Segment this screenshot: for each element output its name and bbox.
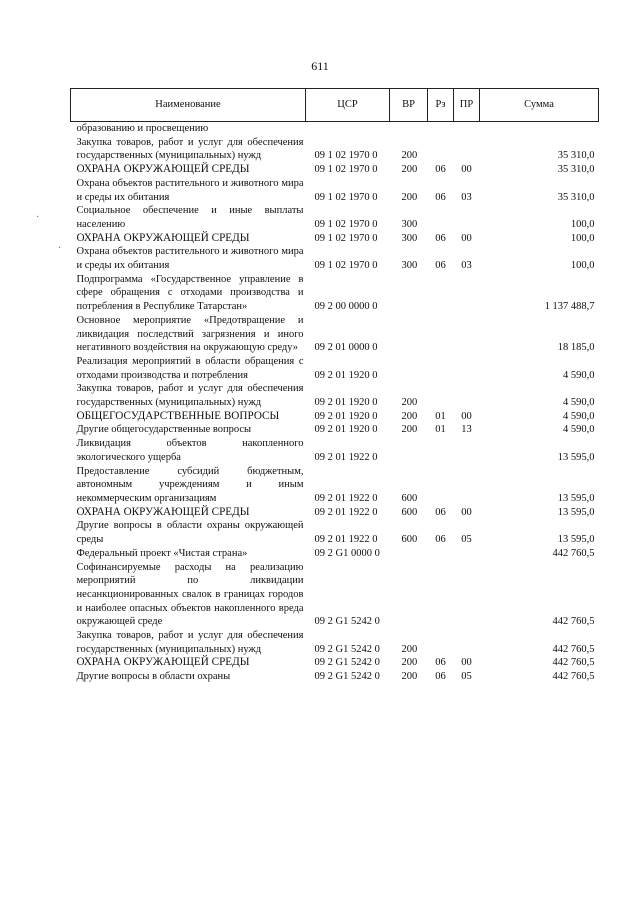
table-row bbox=[71, 382, 599, 409]
cell-rz: 06 bbox=[435, 534, 446, 546]
cell-pr bbox=[454, 465, 480, 506]
table-row bbox=[71, 670, 599, 684]
cell-vr bbox=[390, 437, 428, 464]
cell-pr bbox=[454, 561, 480, 630]
table-row bbox=[71, 465, 599, 506]
table-row bbox=[71, 437, 599, 464]
cell-rz bbox=[428, 547, 454, 561]
cell-name: Другие общегосударственные вопросы bbox=[76, 424, 252, 436]
cell-name: Закупка товаров, работ и услуг для обеспечения государственных (муниципальных) нужд bbox=[76, 630, 304, 655]
cell-pr bbox=[454, 314, 480, 355]
cell-name: Основное мероприятие «Предотвращение и ликвидация последствий загрязнения и иного негативного воздействия на окружающую среду» bbox=[76, 314, 304, 354]
header-pr: ПР bbox=[454, 89, 480, 122]
cell-sum: 442 760,5 bbox=[552, 657, 595, 669]
table-row bbox=[71, 314, 599, 355]
cell-vr bbox=[390, 355, 428, 382]
header-name: Наименование bbox=[71, 89, 306, 122]
cell-name: Охрана объектов растительного и животного мира и среды их обитания bbox=[76, 177, 304, 203]
cell-csr: 09 1 02 1970 0 bbox=[314, 218, 378, 230]
cell-vr bbox=[390, 561, 428, 630]
cell-sum: 442 760,5 bbox=[552, 643, 595, 655]
cell-sum bbox=[480, 122, 599, 136]
cell-pr: 00 bbox=[461, 410, 472, 422]
header-rz: Рз bbox=[428, 89, 454, 122]
cell-name: Софинансируемые расходы на реализацию мероприятий по ликвидации несанкционированных свалок в границах городов и наиболее опасных объектов накопленного вреда окружающей среде bbox=[76, 561, 304, 628]
cell-csr: 09 2 01 1922 0 bbox=[314, 506, 378, 518]
cell-csr: 09 2 G1 5242 0 bbox=[314, 671, 380, 683]
cell-csr: 09 1 02 1970 0 bbox=[314, 191, 378, 203]
cell-rz: 01 bbox=[435, 424, 446, 436]
cell-vr: 600 bbox=[401, 506, 418, 518]
cell-pr bbox=[454, 204, 480, 231]
cell-name: ОБЩЕГОСУДАРСТВЕННЫЕ ВОПРОСЫ bbox=[76, 409, 280, 422]
cell-name: ОХРАНА ОКРУЖАЮЩЕЙ СРЕДЫ bbox=[76, 505, 250, 518]
cell-rz: 06 bbox=[435, 657, 446, 669]
cell-sum: 1 137 488,7 bbox=[544, 301, 595, 313]
cell-vr: 200 bbox=[401, 671, 418, 683]
cell-csr: 09 2 G1 5242 0 bbox=[314, 643, 380, 655]
cell-sum: 4 590,0 bbox=[563, 424, 595, 436]
cell-csr: 09 1 02 1970 0 bbox=[314, 150, 378, 162]
cell-pr: 03 bbox=[461, 260, 472, 272]
cell-sum: 4 590,0 bbox=[563, 369, 595, 381]
cell-csr: 09 2 01 1920 0 bbox=[314, 424, 378, 436]
cell-rz bbox=[428, 437, 454, 464]
header-sum: Сумма bbox=[480, 89, 599, 122]
cell-name: Реализация мероприятий в области обращения с отходами производства и потребления bbox=[76, 355, 304, 381]
table-row bbox=[71, 232, 599, 246]
cell-sum: 13 595,0 bbox=[557, 492, 595, 504]
cell-name: ОХРАНА ОКРУЖАЮЩЕЙ СРЕДЫ bbox=[76, 231, 250, 244]
page-number: 611 bbox=[311, 59, 329, 73]
cell-sum: 442 760,5 bbox=[552, 547, 595, 559]
cell-name: Другие вопросы в области охраны окружающей среды bbox=[76, 520, 304, 546]
cell-vr: 200 bbox=[401, 164, 418, 176]
cell-rz bbox=[428, 314, 454, 355]
table-row bbox=[71, 423, 599, 437]
cell-pr: 00 bbox=[461, 232, 472, 244]
cell-vr bbox=[390, 547, 428, 561]
table-row bbox=[71, 136, 599, 163]
cell-vr: 200 bbox=[401, 397, 418, 409]
cell-rz bbox=[428, 273, 454, 314]
cell-pr: 00 bbox=[461, 506, 472, 518]
cell-vr bbox=[390, 122, 428, 136]
cell-rz bbox=[428, 122, 454, 136]
cell-vr: 600 bbox=[401, 492, 418, 504]
cell-csr: 09 2 01 1922 0 bbox=[314, 534, 378, 546]
cell-pr bbox=[454, 136, 480, 163]
cell-csr: 09 2 01 1920 0 bbox=[314, 410, 378, 422]
cell-vr: 600 bbox=[401, 534, 418, 546]
cell-pr bbox=[454, 437, 480, 464]
cell-sum: 100,0 bbox=[570, 232, 595, 244]
table-row bbox=[71, 547, 599, 561]
cell-sum: 13 595,0 bbox=[557, 451, 595, 463]
cell-pr bbox=[454, 122, 480, 136]
cell-rz: 06 bbox=[435, 232, 446, 244]
cell-vr bbox=[390, 314, 428, 355]
cell-pr: 05 bbox=[461, 671, 472, 683]
cell-rz: 06 bbox=[435, 191, 446, 203]
table-row bbox=[71, 163, 599, 177]
cell-rz bbox=[428, 561, 454, 630]
cell-csr: 09 2 G1 0000 0 bbox=[314, 547, 380, 559]
cell-vr: 200 bbox=[401, 424, 418, 436]
cell-rz bbox=[428, 355, 454, 382]
cell-vr: 200 bbox=[401, 150, 418, 162]
budget-table bbox=[70, 88, 599, 684]
cell-rz bbox=[428, 629, 454, 656]
cell-pr: 13 bbox=[461, 424, 472, 436]
cell-csr: 09 2 01 1920 0 bbox=[314, 397, 378, 409]
cell-sum: 35 310,0 bbox=[557, 191, 595, 203]
scan-speck: · bbox=[58, 243, 62, 254]
table-row bbox=[71, 273, 599, 314]
cell-sum: 18 185,0 bbox=[557, 342, 595, 354]
table-row bbox=[71, 122, 599, 136]
cell-name: Предоставление субсидий бюджетным, автономным учреждениям и иным некоммерческим организациям bbox=[76, 465, 304, 504]
cell-csr: 09 2 G1 5242 0 bbox=[314, 657, 380, 669]
cell-name: Социальное обеспечение и иные выплаты населению bbox=[76, 205, 304, 230]
table-row bbox=[71, 506, 599, 520]
cell-vr: 300 bbox=[401, 260, 418, 272]
cell-pr bbox=[454, 355, 480, 382]
cell-pr bbox=[454, 629, 480, 656]
cell-sum: 13 595,0 bbox=[557, 506, 595, 518]
cell-sum: 13 595,0 bbox=[557, 534, 595, 546]
cell-name: Закупка товаров, работ и услуг для обеспечения государственных (муниципальных) нужд bbox=[76, 383, 304, 409]
cell-vr: 300 bbox=[401, 218, 418, 230]
cell-csr: 09 2 01 0000 0 bbox=[314, 342, 378, 354]
cell-name: Закупка товаров, работ и услуг для обеспечения государственных (муниципальных) нужд bbox=[76, 136, 304, 162]
cell-name: Федеральный проект «Чистая страна» bbox=[76, 547, 248, 559]
table-row bbox=[71, 629, 599, 656]
cell-rz: 06 bbox=[435, 671, 446, 683]
cell-pr bbox=[454, 547, 480, 561]
cell-sum: 100,0 bbox=[570, 260, 595, 272]
cell-name: образованию и просвещению bbox=[76, 123, 209, 134]
table-row bbox=[71, 410, 599, 424]
cell-name: ОХРАНА ОКРУЖАЮЩЕЙ СРЕДЫ bbox=[76, 656, 250, 669]
cell-pr: 00 bbox=[461, 164, 472, 176]
cell-rz bbox=[428, 465, 454, 506]
scan-speck: · bbox=[36, 212, 40, 223]
cell-name: Подпрограмма «Государственное управление в сфере обращения с отходами производства и потребления в Республике Татарстан» bbox=[76, 273, 304, 313]
cell-csr: 09 1 02 1970 0 bbox=[314, 164, 378, 176]
cell-name: Охрана объектов растительного и животного мира и среды их обитания bbox=[76, 246, 304, 272]
cell-name: Ликвидация объектов накопленного экологического ущерба bbox=[76, 438, 304, 463]
cell-csr: 09 2 00 0000 0 bbox=[314, 301, 378, 313]
cell-name: ОХРАНА ОКРУЖАЮЩЕЙ СРЕДЫ bbox=[76, 163, 250, 176]
table-row bbox=[71, 177, 599, 204]
cell-pr bbox=[454, 382, 480, 409]
cell-vr: 200 bbox=[401, 643, 418, 655]
cell-vr: 200 bbox=[401, 657, 418, 669]
table-body bbox=[71, 122, 599, 684]
cell-rz bbox=[428, 136, 454, 163]
cell-sum: 4 590,0 bbox=[563, 397, 595, 409]
cell-name: Другие вопросы в области охраны bbox=[76, 671, 231, 683]
cell-csr: 09 2 01 1922 0 bbox=[314, 492, 378, 504]
cell-rz bbox=[428, 204, 454, 231]
table-row bbox=[71, 656, 599, 670]
cell-csr: 09 1 02 1970 0 bbox=[314, 232, 378, 244]
cell-rz: 06 bbox=[435, 164, 446, 176]
cell-vr bbox=[390, 273, 428, 314]
cell-csr: 09 1 02 1970 0 bbox=[314, 260, 378, 272]
header-csr: ЦСР bbox=[306, 89, 390, 122]
cell-pr: 00 bbox=[461, 657, 472, 669]
cell-pr: 03 bbox=[461, 191, 472, 203]
table-row bbox=[71, 204, 599, 231]
table-row bbox=[71, 519, 599, 546]
cell-sum: 442 760,5 bbox=[552, 616, 595, 628]
cell-rz bbox=[428, 382, 454, 409]
cell-sum: 4 590,0 bbox=[563, 410, 595, 422]
cell-csr: 09 2 G1 5242 0 bbox=[314, 616, 380, 628]
cell-sum: 442 760,5 bbox=[552, 671, 595, 683]
cell-vr: 300 bbox=[401, 232, 418, 244]
table-row bbox=[71, 245, 599, 272]
table-header-row bbox=[71, 89, 599, 122]
cell-rz: 06 bbox=[435, 260, 446, 272]
cell-vr: 200 bbox=[401, 191, 418, 203]
table-row bbox=[71, 355, 599, 382]
cell-sum: 100,0 bbox=[570, 218, 595, 230]
table-row bbox=[71, 561, 599, 630]
cell-rz: 01 bbox=[435, 410, 446, 422]
cell-sum: 35 310,0 bbox=[557, 164, 595, 176]
cell-vr: 200 bbox=[401, 410, 418, 422]
cell-pr: 05 bbox=[461, 534, 472, 546]
header-vr: ВР bbox=[390, 89, 428, 122]
cell-rz: 06 bbox=[435, 506, 446, 518]
cell-csr: 09 2 01 1922 0 bbox=[314, 451, 378, 463]
cell-pr bbox=[454, 273, 480, 314]
cell-csr: 09 2 01 1920 0 bbox=[314, 369, 378, 381]
cell-csr bbox=[306, 122, 390, 136]
cell-sum: 35 310,0 bbox=[557, 150, 595, 162]
